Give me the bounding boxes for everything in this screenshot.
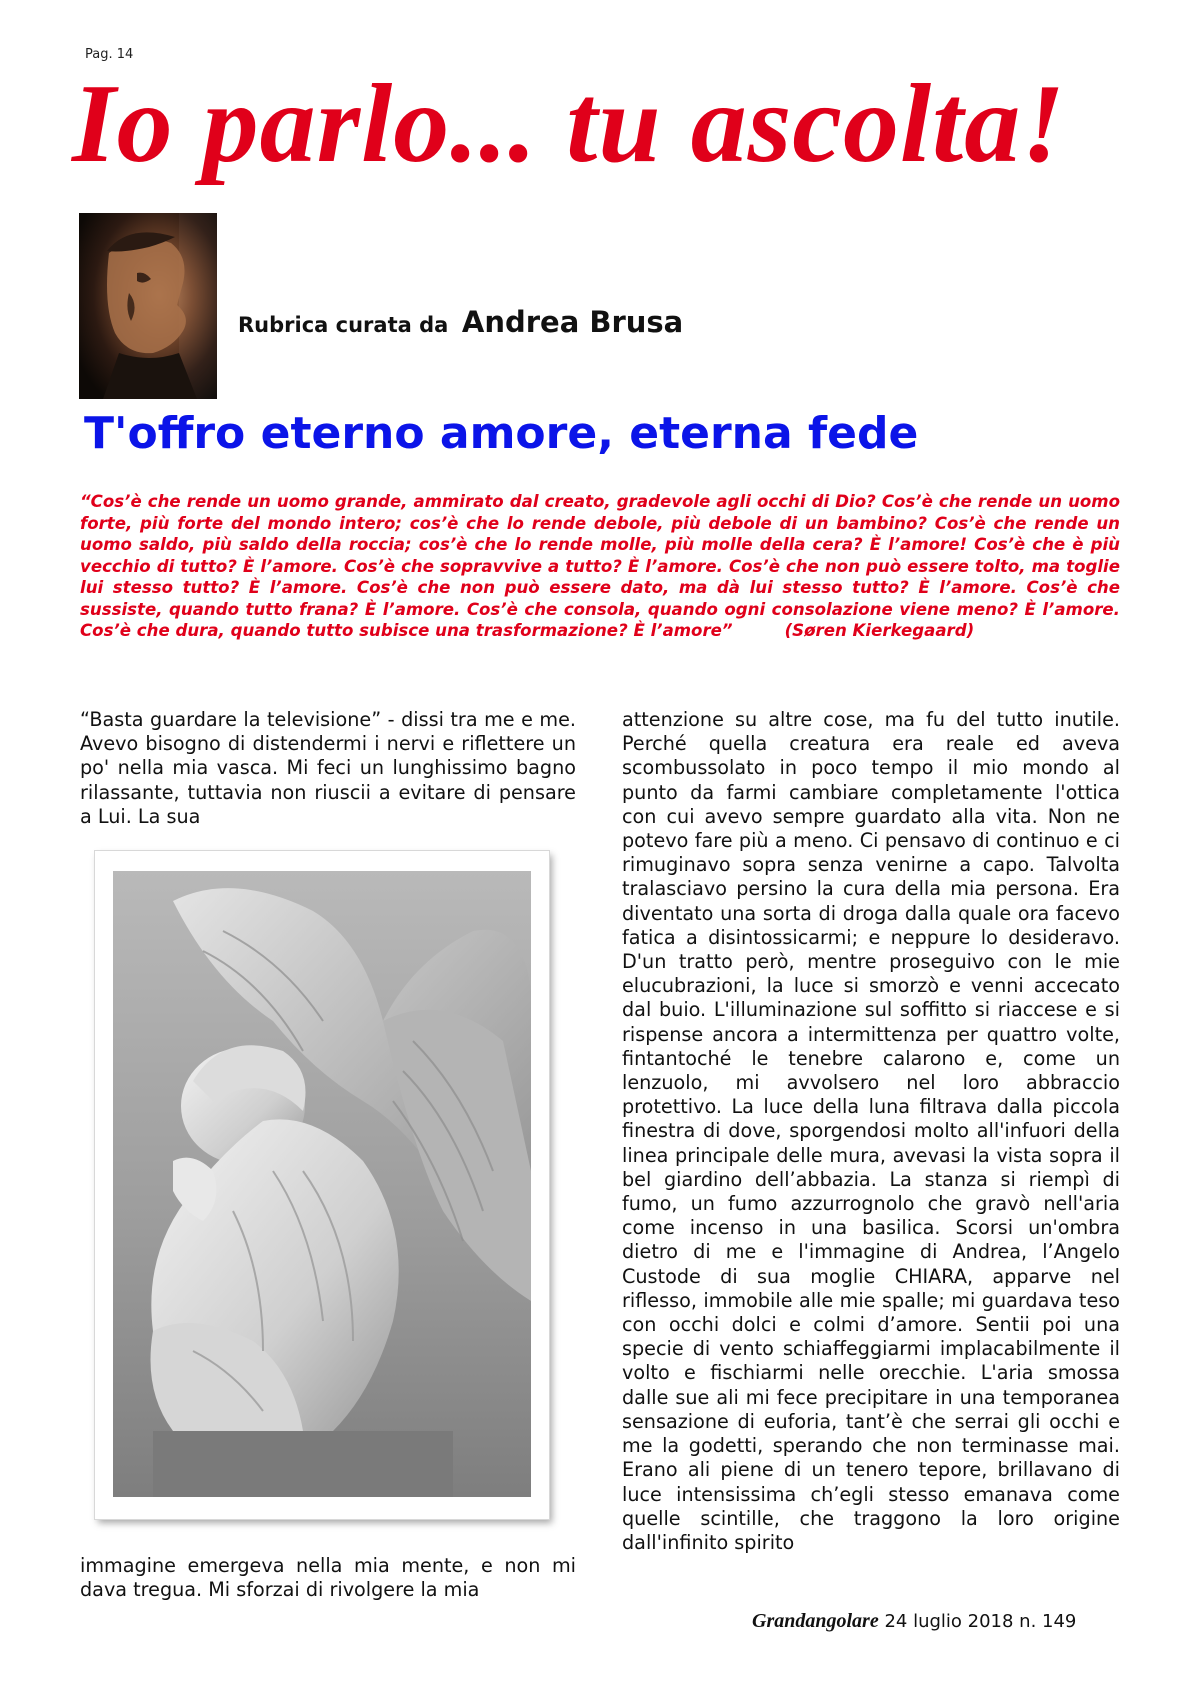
author-photo: [79, 213, 217, 399]
footer-publication: Grandangolare: [752, 1610, 879, 1632]
page-number: Pag. 14: [85, 47, 134, 62]
footer-issue: 24 luglio 2018 n. 149: [884, 1611, 1077, 1632]
angel-statue-photo: [95, 851, 549, 1519]
byline-prefix: Rubrica curata da: [238, 313, 449, 337]
footer: [752, 1610, 1076, 1633]
byline-author: Andrea Brusa: [461, 305, 684, 339]
body-text-right: attenzione su altre cose, ma fu del tutto inutile. Perché quella creatura era reale ed aveva scombussolato in poco tempo il mio mondo al punto da farmi cambiare completamente l'ottica con cui avevo sempre guardato alla vita. Non ne potevo fare più a meno. Ci pensavo di continuo e ci rimuginavo sopra senza venirne a capo. Talvolta tralasciavo persino la cura della mia persona. Era diventato una sorta di droga dalla quale ora facevo fatica a disintossicarmi; e neppure lo desideravo. D'un tratto però, mentre proseguivo con le mie elucubrazioni, la luce si smorzò e venni accecato dal buio. L'illuminazione sul soffitto si riaccese e si rispense ancora a intermittenza per quattro volte, fintantoché le tenebre calarono e, come un lenzuolo, mi avvolsero nel loro abbraccio protettivo. La luce della luna filtrava dalla piccola finestra di dove, sporgendosi molto all'infuori della linea principale delle mura, avevasi la vista sopra il bel giardino dell’abbazia. La stanza si riempì di fumo, un fumo azzurrognolo che gravò nell'aria come incenso in una basilica. Scorsi un'ombra dietro di me e l'immagine di Andrea, l’Angelo Custode di sua moglie CHIARA, apparve nel riflesso, immobile alle mie spalle; mi guardava teso con occhi dolci e colmi d’amore. Sentii poi una specie di vento schiaffeggiarmi implacabilmente il volto e fischiarmi nelle orecchie. L'aria smossa dalle sue ali mi fece precipitare in una temporanea sensazione di euforia, tant’è che serrai gli occhi e me la godetti, sperando che non terminasse mai. Erano ali piene di un tenero tepore, brillavano di luce intensissima ch’egli stesso emanava come quelle scintille, che traggono la loro origine dall'infinito spirito: [622, 708, 1120, 1554]
epigraph: [80, 491, 1120, 642]
byline: [238, 305, 683, 339]
epigraph-attribution: (Søren Kierkegaard): [784, 621, 975, 640]
article-headline: T'offro eterno amore, eterna fede: [84, 408, 919, 459]
masthead-title: Io parlo... tu ascolta!: [72, 62, 1066, 186]
epigraph-quote: “Cos’è che rende un uomo grande, ammirato dal creato, gradevole agli occhi di Dio? Cos’è che rende un uomo forte, più forte del mondo intero; cos’è che lo rende debole, più debole di un bambino? Cos’è che rende un uomo saldo, più saldo della roccia; cos’è che lo rende molle, più molle della cera? È l’amore! Cos’è che è più vecchio di tutto? È l’amore. Cos’è che sopravvive a tutto? È l’amore. Cos’è che non può essere tolto, ma toglie lui stesso tutto? È l’amore. Cos’è che non può essere dato, ma dà lui stesso tutto? È l’amore. Cos’è che sussiste, quando tutto frana? È l’amore. Cos’è che consola, quando ogni consolazione viene meno? È l’amore. Cos’è che dura, quando tutto subisce una trasformazione? È l’amore”: [80, 492, 1120, 640]
body-text-left-bottom: immagine emergeva nella mia mente, e non mi dava tregua. Mi sforzai di rivolgere la mia: [80, 1554, 576, 1602]
body-text-left-top: “Basta guardare la televisione” - dissi tra me e me. Avevo bisogno di distendermi i nervi e riflettere un po' nella mia vasca. Mi feci un lunghissimo bagno rilassante, tuttavia non riuscii a evitare di pensare a Lui. La sua: [80, 708, 576, 828]
